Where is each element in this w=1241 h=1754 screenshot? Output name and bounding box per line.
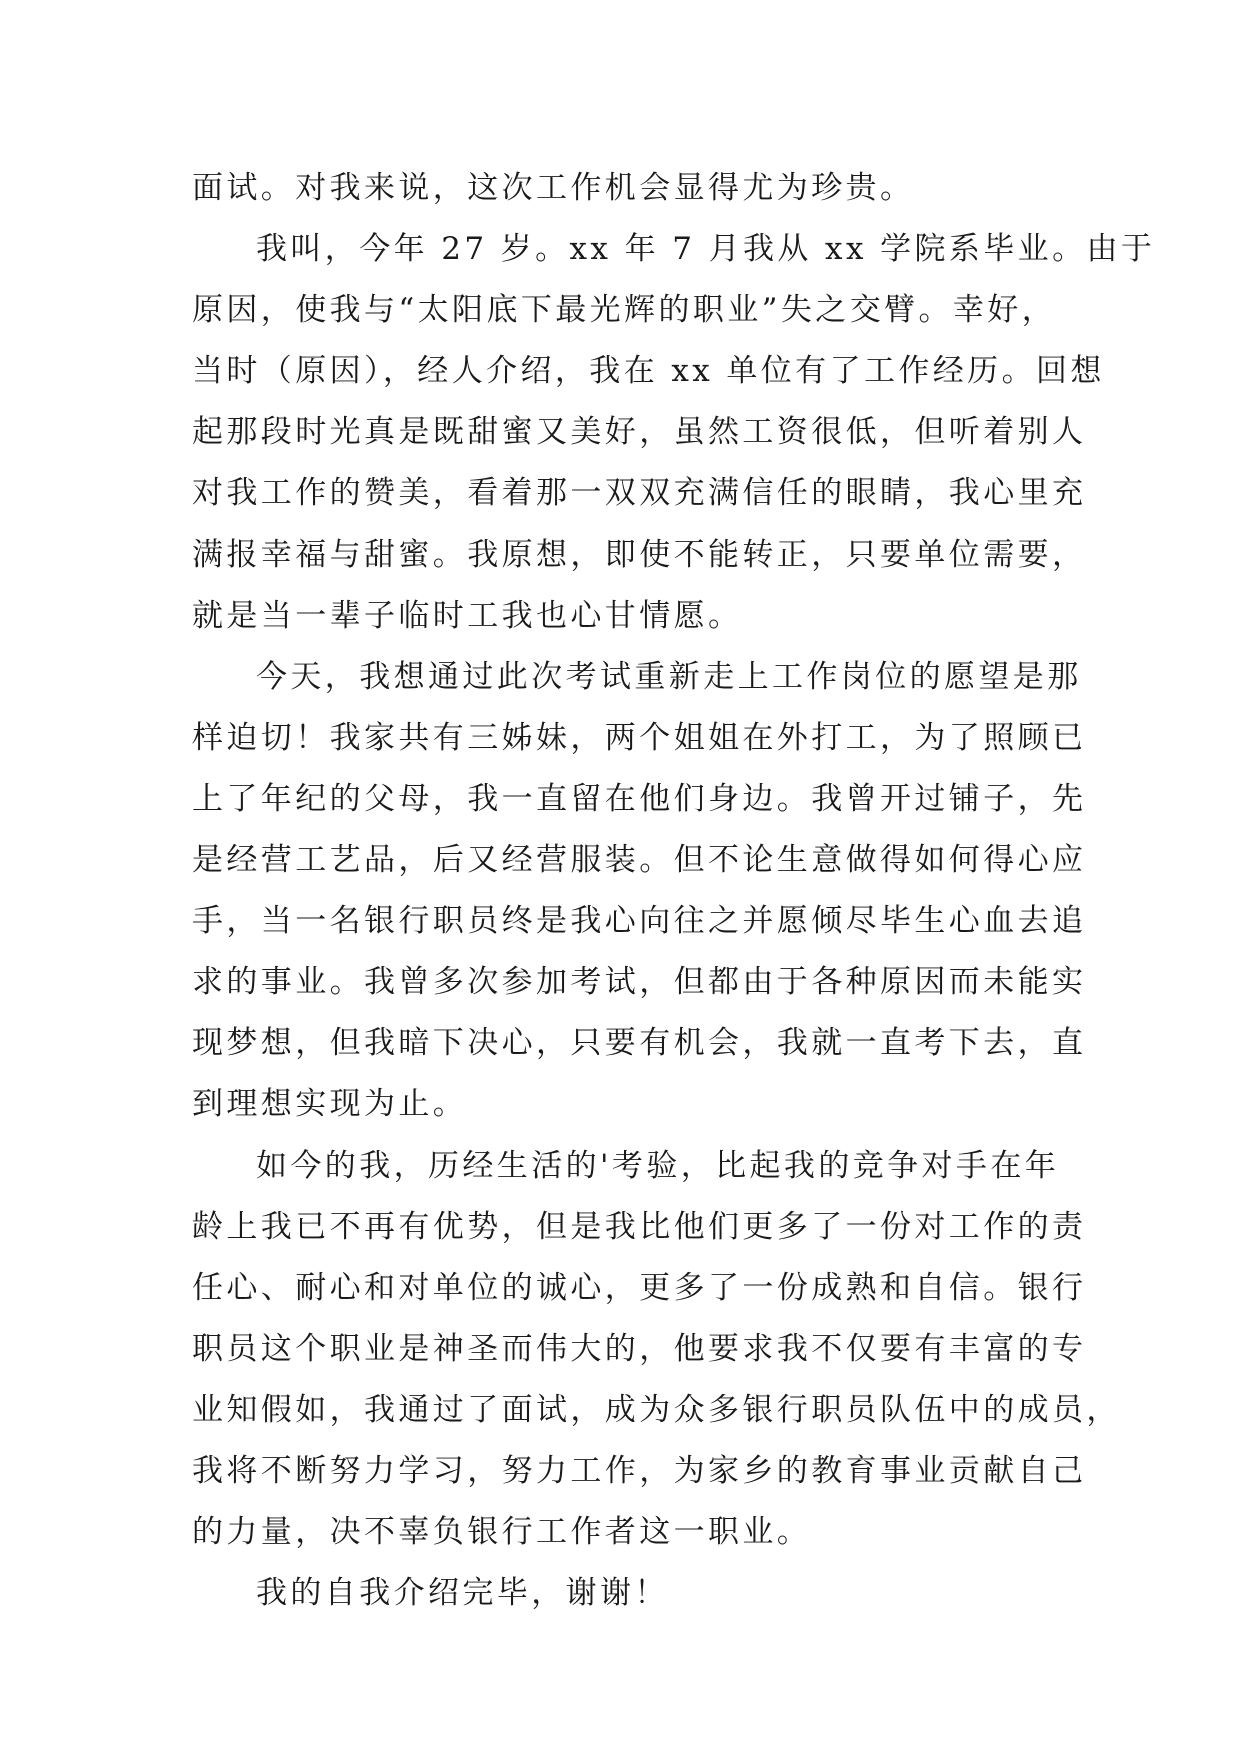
paragraph-first-line: 我叫，今年 27 岁。xx 年 7 月我从 xx 学院系毕业。由于 (256, 231, 1156, 268)
closing-line: 我的自我介绍完毕，谢谢！ (256, 1575, 669, 1612)
text-line: 现梦想，但我暗下决心，只要有机会，我就一直考下去，直 (192, 1025, 1087, 1062)
text-line: 任心、耐心和对单位的诚心，更多了一份成熟和自信。银行 (192, 1269, 1087, 1306)
text-line: 龄上我已不再有优势，但是我比他们更多了一份对工作的责 (192, 1208, 1087, 1245)
text-line: 业知假如，我通过了面试，成为众多银行职员队伍中的成员， (192, 1391, 1121, 1428)
text-line: 我将不断努力学习，努力工作，为家乡的教育事业贡献自己 (192, 1452, 1087, 1489)
text-line: 原因，使我与“太阳底下最光辉的职业”失之交臂。幸好， (192, 292, 1057, 329)
text-line: 到理想实现为止。 (192, 1086, 468, 1123)
text-line: 面试。对我来说，这次工作机会显得尤为珍贵。 (192, 170, 915, 206)
text-line: 职员这个职业是神圣而伟大的，他要求我不仅要有丰富的专 (192, 1330, 1087, 1367)
text-line: 当时（原因），经人介绍，我在 xx 单位有了工作经历。回想 (192, 353, 1105, 390)
text-line: 样迫切！我家共有三姊妹，两个姐姐在外打工，为了照顾已 (192, 719, 1087, 756)
text-line: 手，当一名银行职员终是我心向往之并愿倾尽毕生心血去追 (192, 903, 1087, 940)
text-line: 的力量，决不辜负银行工作者这一职业。 (192, 1514, 812, 1551)
text-line: 满报幸福与甜蜜。我原想，即使不能转正，只要单位需要， (192, 536, 1087, 573)
text-line: 对我工作的赞美，看着那一双双充满信任的眼睛，我心里充 (192, 475, 1087, 512)
text-line: 是经营工艺品，后又经营服装。但不论生意做得如何得心应 (192, 842, 1087, 879)
paragraph-first-line: 如今的我，历经生活的'考验，比起我的竞争对手在年 (256, 1147, 1060, 1184)
document-body (192, 158, 1156, 1624)
text-line: 起那段时光真是既甜蜜又美好，虽然工资很低，但听着别人 (192, 414, 1087, 451)
text-line: 求的事业。我曾多次参加考试，但都由于各种原因而未能实 (192, 964, 1087, 1001)
paragraph-first-line: 今天，我想通过此次考试重新走上工作岗位的愿望是那 (256, 658, 1082, 695)
text-line: 上了年纪的父母，我一直留在他们身边。我曾开过铺子，先 (192, 780, 1087, 817)
text-line: 就是当一辈子临时工我也心甘情愿。 (192, 597, 743, 634)
